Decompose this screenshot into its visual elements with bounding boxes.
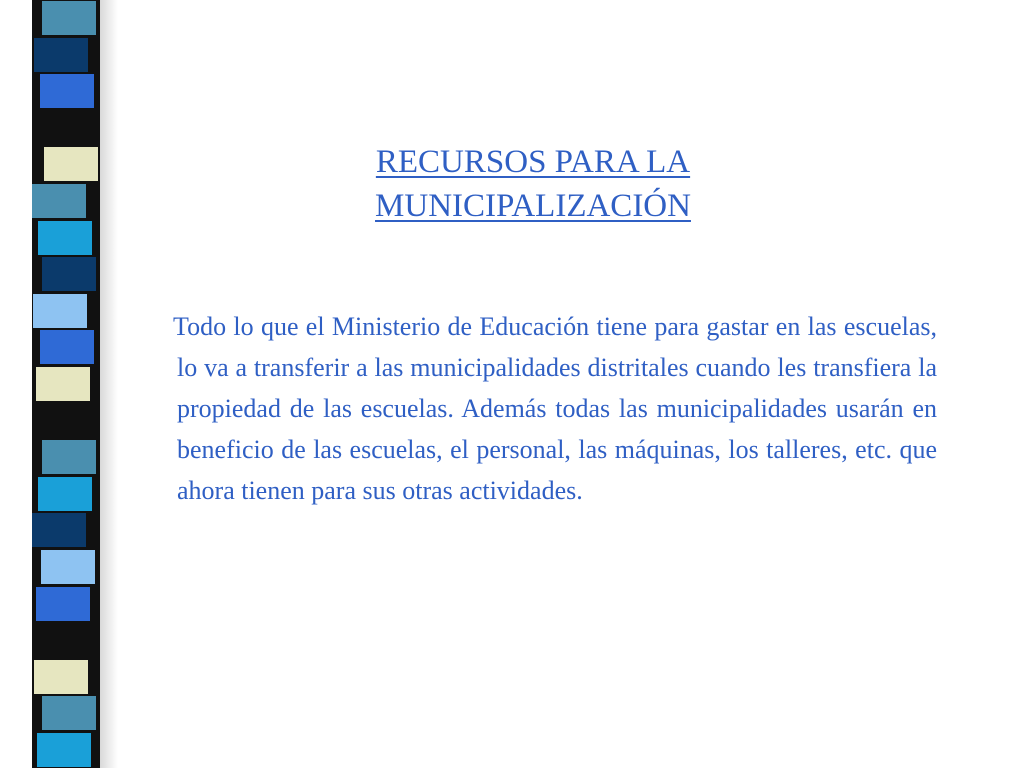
stripe-band xyxy=(42,1,96,35)
stripe-band xyxy=(38,221,92,255)
stripe-band xyxy=(33,294,87,328)
stripe-band xyxy=(32,513,86,547)
stripe-band xyxy=(36,587,90,621)
stripe-band xyxy=(44,147,98,181)
stripe-band xyxy=(38,477,92,511)
stripe-band xyxy=(42,696,96,730)
stripe-band xyxy=(41,550,95,584)
body-paragraph: Todo lo que el Ministerio de Educación tiene para gastar en las escuelas, lo va a transferir a las municipalidades distritales cuando les transfiera la propiedad de las escuelas. Además todas las municipalidades usarán en beneficio de las escuelas, el personal, las máquinas, los talleres, etc. que ahora tienen para sus otras actividades. xyxy=(173,312,937,505)
stripe-band xyxy=(34,660,88,694)
slide-title xyxy=(240,140,826,228)
stripe-band xyxy=(34,38,88,72)
stripe-band xyxy=(32,184,86,218)
stripe-band xyxy=(40,74,94,108)
stripe-band xyxy=(37,733,91,767)
stripe-band xyxy=(34,404,88,438)
title-line-2: MUNICIPALIZACIÓN xyxy=(375,188,691,224)
stripe-band xyxy=(36,367,90,401)
stripe-band xyxy=(39,623,93,657)
stripe-band xyxy=(36,111,90,145)
decorative-stripe xyxy=(32,0,100,768)
stripe-band xyxy=(42,257,96,291)
stripe-band xyxy=(40,330,94,364)
title-line-1: RECURSOS PARA LA xyxy=(375,144,691,180)
stripe-band xyxy=(42,440,96,474)
